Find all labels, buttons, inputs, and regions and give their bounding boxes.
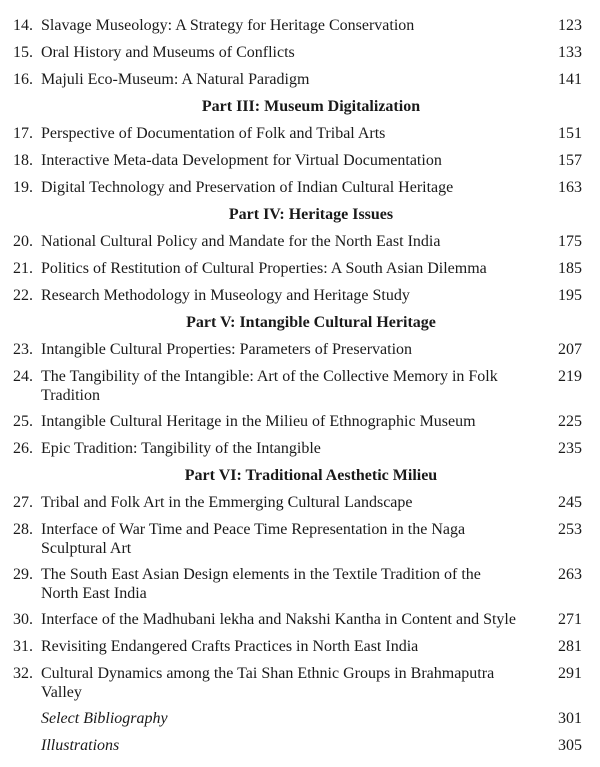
part-heading: Part VI: Traditional Aesthetic Milieu — [184, 467, 438, 484]
page-number: 151 — [558, 125, 582, 142]
page-number: 133 — [558, 44, 582, 61]
chapter-title: Select Bibliography — [41, 710, 168, 727]
chapter-title-line: Valley — [41, 684, 82, 701]
page-number: 245 — [558, 494, 582, 511]
page-number: 291 — [558, 665, 582, 682]
page-number: 225 — [558, 413, 582, 430]
page-number: 219 — [558, 368, 582, 385]
toc-entry[interactable] — [0, 228, 600, 255]
chapter-number: 21. — [13, 260, 33, 277]
chapter-title — [41, 520, 465, 558]
chapter-number: 14. — [13, 17, 33, 34]
toc-entry[interactable] — [0, 561, 600, 606]
toc-entry[interactable] — [0, 489, 600, 516]
page-number: 123 — [558, 17, 582, 34]
toc-entry[interactable] — [0, 408, 600, 435]
chapter-title: Politics of Restitution of Cultural Properties: A South Asian Dilemma — [41, 260, 487, 277]
chapter-title: Slavage Museology: A Strategy for Heritage Conservation — [41, 17, 415, 34]
page-number: 207 — [558, 341, 582, 358]
chapter-number: 22. — [13, 287, 33, 304]
page-number: 163 — [558, 179, 582, 196]
toc-entry[interactable] — [0, 120, 600, 147]
toc-entry[interactable] — [0, 147, 600, 174]
toc-entry[interactable] — [0, 606, 600, 633]
chapter-number: 24. — [13, 368, 33, 385]
chapter-title-line: Tradition — [41, 387, 100, 404]
chapter-title: Intangible Cultural Properties: Parameters of Preservation — [41, 341, 413, 358]
chapter-title-line: Interface of War Time and Peace Time Representation in the Naga — [41, 521, 466, 538]
page-number: 185 — [558, 260, 582, 277]
page-number: 281 — [558, 638, 582, 655]
chapter-number: 23. — [13, 341, 33, 358]
chapter-number: 31. — [13, 638, 33, 655]
toc-special-entry[interactable] — [0, 705, 600, 732]
part-heading: Part V: Intangible Cultural Heritage — [186, 314, 436, 331]
chapter-title-line: North East India — [41, 585, 147, 602]
chapter-number: 18. — [13, 152, 33, 169]
toc-entry[interactable] — [0, 12, 600, 39]
page-number: 141 — [558, 71, 582, 88]
chapter-title: Perspective of Documentation of Folk and Tribal Arts — [41, 125, 386, 142]
toc-special-entry[interactable] — [0, 732, 600, 759]
chapter-title: National Cultural Policy and Mandate for the North East India — [41, 233, 441, 250]
page-number: 263 — [558, 566, 582, 583]
chapter-title-line: The Tangibility of the Intangible: Art of the Collective Memory in Folk — [41, 368, 498, 385]
chapter-title: Intangible Cultural Heritage in the Milieu of Ethnographic Museum — [41, 413, 476, 430]
toc-entry[interactable] — [0, 660, 600, 705]
toc-entry[interactable] — [0, 282, 600, 309]
chapter-title: Interface of the Madhubani lekha and Nakshi Kantha in Content and Style — [41, 611, 516, 628]
page-number: 195 — [558, 287, 582, 304]
chapter-title: Tribal and Folk Art in the Emmerging Cultural Landscape — [41, 494, 413, 511]
chapter-title: Interactive Meta-data Development for Virtual Documentation — [41, 152, 442, 169]
chapter-title-line: Cultural Dynamics among the Tai Shan Ethnic Groups in Brahmaputra — [41, 665, 495, 682]
chapter-number: 17. — [13, 125, 33, 142]
chapter-title: Research Methodology in Museology and Heritage Study — [41, 287, 410, 304]
chapter-number: 15. — [13, 44, 33, 61]
part-heading: Part III: Museum Digitalization — [201, 98, 421, 115]
page-number: 175 — [558, 233, 582, 250]
chapter-title: Oral History and Museums of Conflicts — [41, 44, 295, 61]
toc-entry[interactable] — [0, 39, 600, 66]
chapter-title: Epic Tradition: Tangibility of the Intangible — [41, 440, 321, 457]
page-number: 271 — [558, 611, 582, 628]
chapter-number: 26. — [13, 440, 33, 457]
page-number: 157 — [558, 152, 582, 169]
chapter-number: 29. — [13, 566, 33, 583]
page-number: 235 — [558, 440, 582, 457]
toc-entry[interactable] — [0, 363, 600, 408]
part-heading: Part IV: Heritage Issues — [228, 206, 394, 223]
chapter-title — [41, 664, 494, 702]
chapter-title: Digital Technology and Preservation of Indian Cultural Heritage — [41, 179, 454, 196]
toc-entry[interactable] — [0, 336, 600, 363]
chapter-title: Majuli Eco-Museum: A Natural Paradigm — [41, 71, 310, 88]
page-number: 301 — [558, 710, 582, 727]
chapter-number: 27. — [13, 494, 33, 511]
chapter-number: 28. — [13, 521, 33, 538]
toc-entry[interactable] — [0, 174, 600, 201]
toc-entry[interactable] — [0, 633, 600, 660]
chapter-title-line: Sculptural Art — [41, 540, 132, 557]
chapter-title-line: The South East Asian Design elements in the Textile Tradition of the — [41, 566, 481, 583]
page-number: 253 — [558, 521, 582, 538]
chapter-number: 20. — [13, 233, 33, 250]
toc-entry[interactable] — [0, 255, 600, 282]
chapter-number: 25. — [13, 413, 33, 430]
chapter-title — [41, 367, 498, 405]
toc-entry[interactable] — [0, 516, 600, 561]
chapter-title: Revisiting Endangered Crafts Practices in North East India — [41, 638, 419, 655]
toc-entry[interactable] — [0, 66, 600, 93]
chapter-number: 19. — [13, 179, 33, 196]
toc-entry[interactable] — [0, 435, 600, 462]
chapter-title — [41, 565, 481, 603]
chapter-number: 16. — [13, 71, 33, 88]
chapter-title: Illustrations — [41, 737, 120, 754]
chapter-number: 30. — [13, 611, 33, 628]
page-number: 305 — [558, 737, 582, 754]
chapter-number: 32. — [13, 665, 33, 682]
